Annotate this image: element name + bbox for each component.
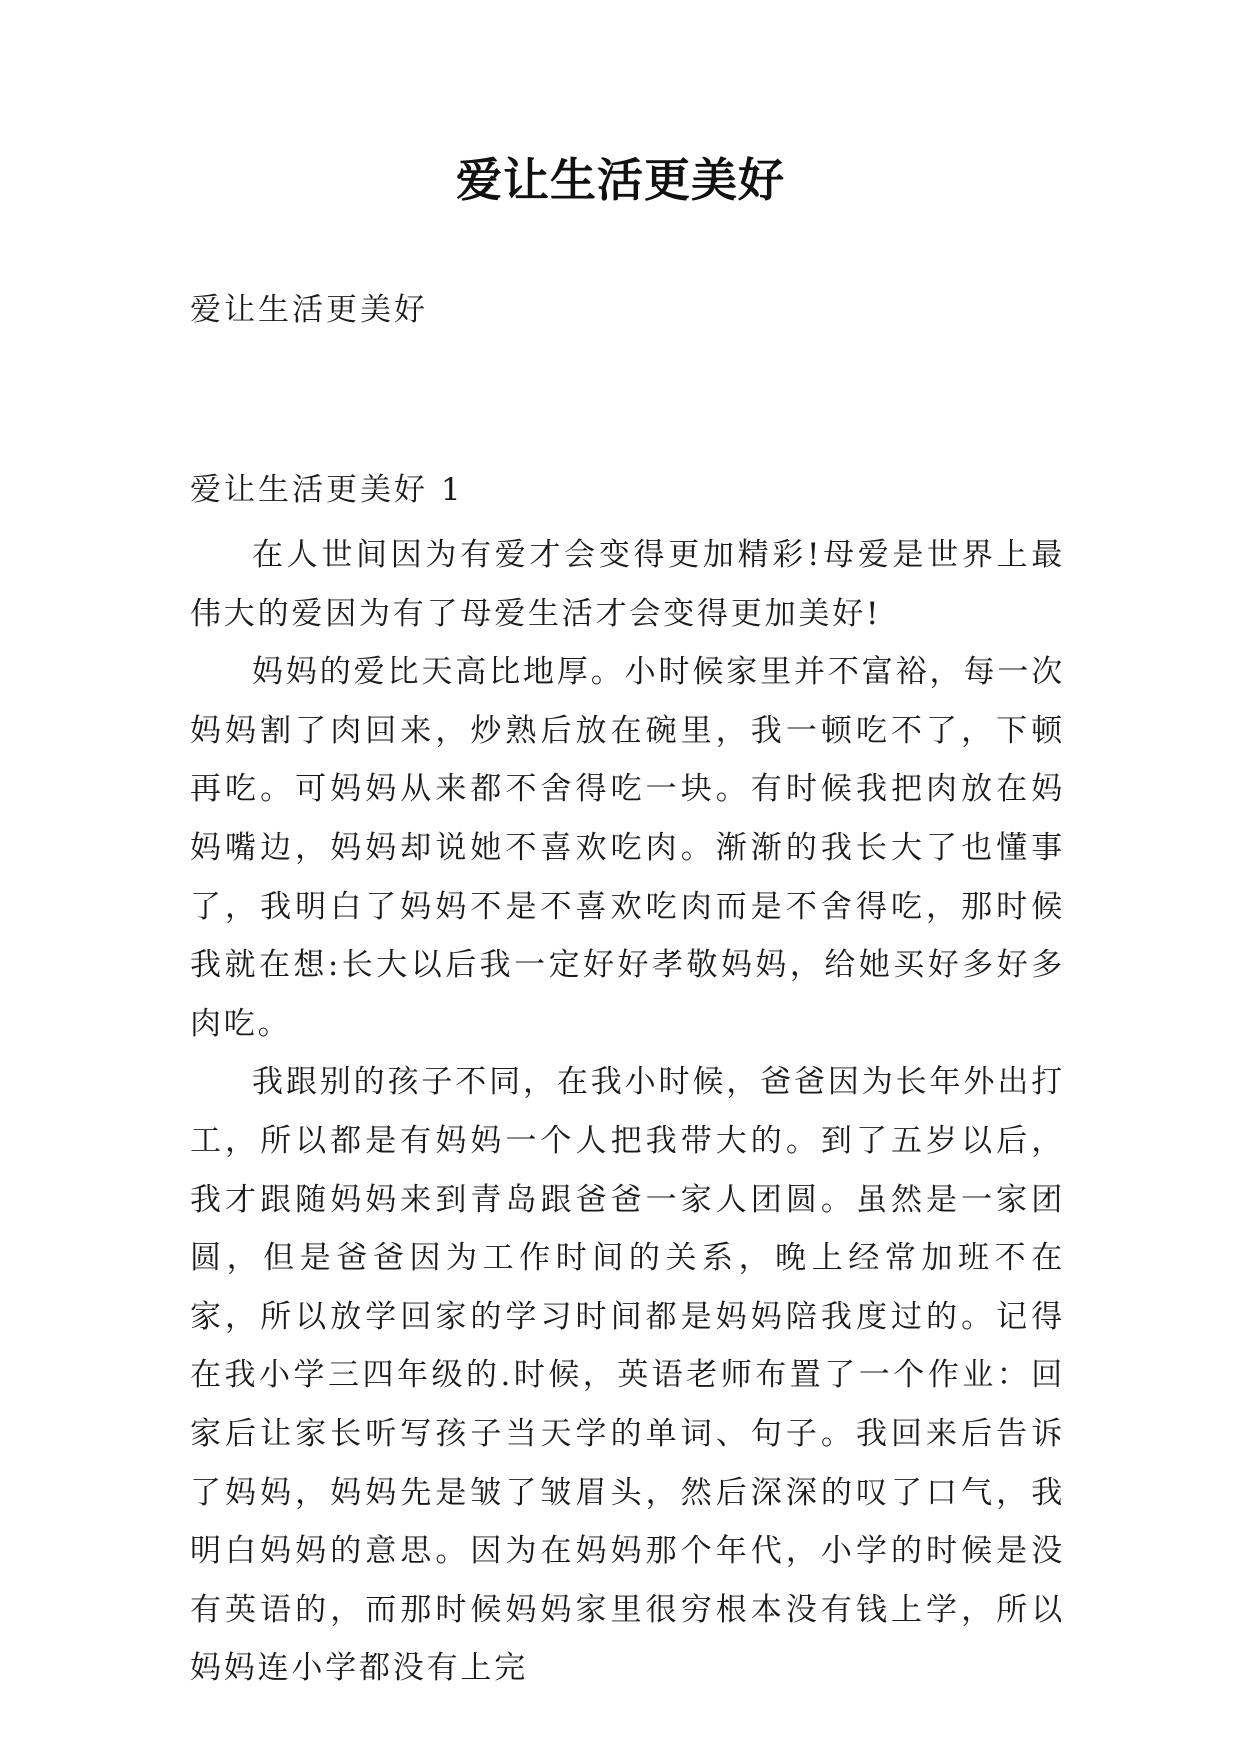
document-title: 爱让生活更美好 xyxy=(456,153,785,207)
paragraph: 我跟别的孩子不同，在我小时候，爸爸因为长年外出打工，所以都是有妈妈一个人把我带大的。到了五岁以后，我才跟随妈妈来到青岛跟爸爸一家人团圆。虽然是一家团圆，但是爸爸因为工作时间的关系，晚上经常加班不在家，所以放学回家的学习时间都是妈妈陪我度过的。记得在我小学三四年级的.时候，英语老师布置了一个作业：回家后让家长听写孩子当天学的单词、句子。我回来后告诉了妈妈，妈妈先是皱了皱眉头，然后深深的叹了口气，我明白妈妈的意思。因为在妈妈那个年代，小学的时候是没有英语的，而那时候妈妈家里很穷根本没有钱上学，所以妈妈连小学都没有上完 xyxy=(190,1064,1065,1687)
section-heading: 爱让生活更美好 1 xyxy=(190,472,464,508)
paragraph: 妈妈的爱比天高比地厚。小时候家里并不富裕，每一次妈妈割了肉回来，炒熟后放在碗里，我一顿吃不了，下顿再吃。可妈妈从来都不舍得吃一块。有时候我把肉放在妈妈嘴边，妈妈却说她不喜欢吃肉。渐渐的我长大了也懂事了，我明白了妈妈不是不喜欢吃肉而是不舍得吃，那时候我就在想:长大以后我一定好好孝敬妈妈，给她买好多好多肉吃。 xyxy=(190,654,1065,1042)
document-subtitle: 爱让生活更美好 xyxy=(190,292,428,328)
body-text xyxy=(190,526,1065,1698)
paragraph: 在人世间因为有爱才会变得更加精彩!母爱是世界上最伟大的爱因为有了母爱生活才会变得更加美好! xyxy=(190,537,1065,632)
